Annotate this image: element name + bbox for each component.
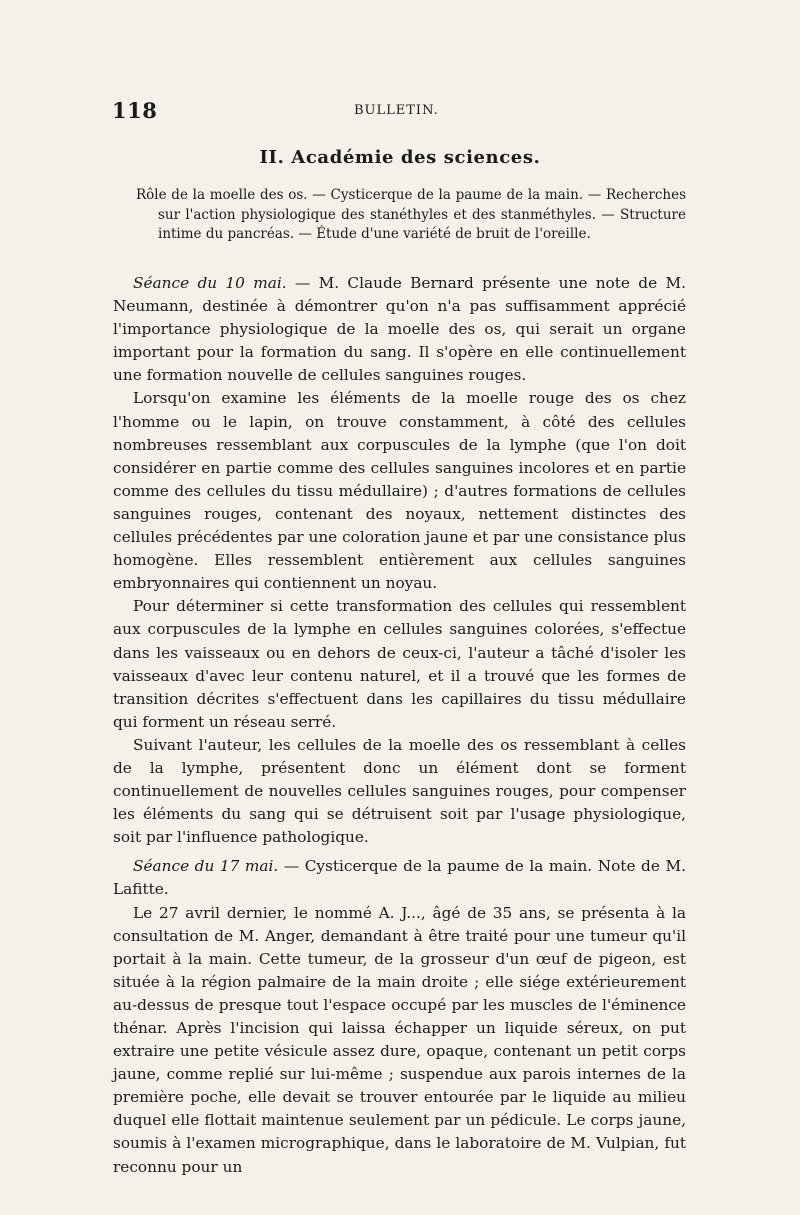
paragraph [113, 272, 686, 387]
paragraph [113, 902, 686, 1179]
paragraph [113, 595, 686, 734]
seance-heading: Séance du 10 mai. [133, 274, 287, 292]
paragraph [113, 387, 686, 595]
paragraph-text: Le 27 avril dernier, le nommé A. J..., âgé de 35 ans, se présenta à la consultation de M. Anger, demandant à être traité pour une tumeur qu'il portait à la main. Cette tumeur, de la grosseur d'un œuf de pigeon, est située à la région palmaire de la main droite ; elle siége extérieurement au-dessus de presque tout l'espace occupé par les muscles de l'éminence thénar. Après l'incision qui laissa échapper un liquide séreux, on put extraire une petite vésicule assez dure, opaque, contenant un petit corps jaune, comme replié sur lui-même ; suspendue aux parois internes de la première poche, elle devait se trouver entourée par le liquide au milieu duquel elle flottait maintenue seulement par un pédicule. Le corps jaune, soumis à l'examen micrographique, dans le laboratoire de M. Vulpian, fut reconnu pour un [113, 903, 686, 1176]
section-summary: Rôle de la moelle des os. — Cysticerque de la paume de la main. — Recherches sur l'action physiologique des stanéthyles et des stanméthyles. — Structure intime du pancréas. — Étude d'une variété de bruit de l'oreille. [136, 187, 686, 242]
paragraph-text: Suivant l'auteur, les cellules de la moelle des os ressemblant à celles de la lymphe, présentent donc un élément dont se forment continuellement de nouvelles cellules sanguines rouges, pour compenser les éléments du sang qui se détruisent soit par l'usage physiologique, soit par l'influence pathologique. [113, 735, 686, 847]
page-header [112, 98, 692, 122]
paragraph [113, 734, 686, 849]
running-head: BULLETIN. [354, 103, 439, 118]
body-text [113, 272, 686, 1179]
page-number: 118 [112, 98, 158, 123]
paragraph-text: — M. Claude Bernard présente une note de M. Neumann, destinée à démontrer qu'on n'a pas suffisamment apprécié l'importance physiologique de la moelle des os, qui serait un organe important pour la formation du sang. Il s'opère en elle continuellement une formation nouvelle de cellules sanguines rouges. [113, 274, 686, 385]
paragraph-text: — Cysticerque de la paume de la main. Note de M. Lafitte. [113, 857, 686, 899]
paragraph-text: Pour déterminer si cette transformation des cellules qui ressemblent aux corpuscules de la lymphe en cellules sanguines colorées, s'effectue dans les vaisseaux ou en dehors de ceux-ci, l'auteur a tâché d'isoler les vaisseaux d'avec leur contenu naturel, et il a trouvé que les formes de transition décrites s'effectuent dans les capillaires du tissu médullaire qui forment un réseau serré. [113, 597, 686, 731]
seance-heading: Séance du 17 mai. [133, 857, 279, 876]
paragraph [113, 855, 686, 901]
section-title: II. Académie des sciences. [259, 147, 541, 168]
paragraph-text: Lorsqu'on examine les éléments de la moelle rouge des os chez l'homme ou le lapin, on trouve constamment, à côté des cellules nombreuses ressemblant aux corpuscules de la lymphe (que l'on doit considérer en partie comme des cellules sanguines incolores et en partie comme des cellules du tissu médullaire) ; d'autres formations de cellules sanguines rouges, contenant des noyaux, nettement distinctes des cellules précédentes par une coloration jaune et par une consistance plus homogène. Elles ressemblent entièrement aux cellules sanguines embryonnaires qui contiennent un noyau. [113, 389, 686, 593]
